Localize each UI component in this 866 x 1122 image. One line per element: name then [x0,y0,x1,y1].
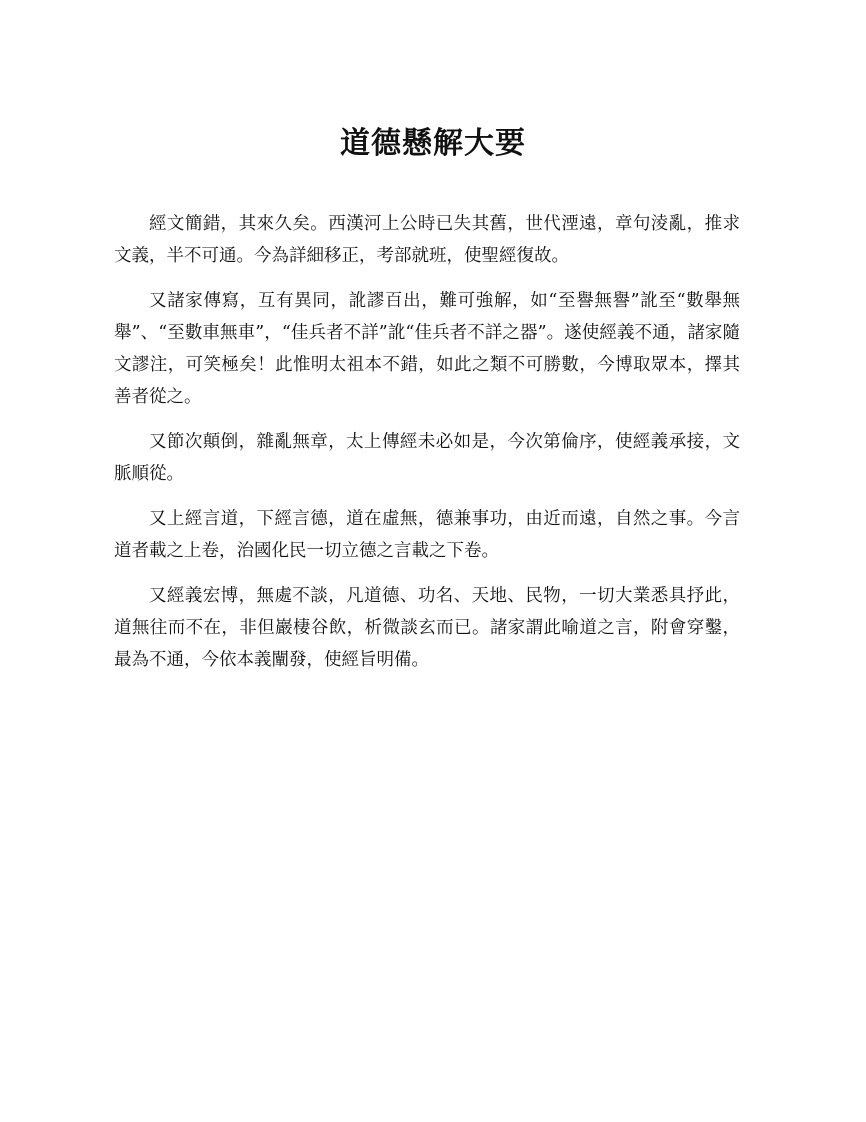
page-title: 道德懸解大要 [340,126,526,161]
document-body [114,208,740,689]
paragraph-4: 又上經言道，下經言德，道在虛無，德兼事功，由近而遠，自然之事。今言道者載之上卷，治國化民一切立德之言載之下卷。 [114,509,740,561]
paragraph-1: 經文簡錯，其來久矣。西漢河上公時已失其舊，世代湮遠，章句淩亂，推求文義，半不可通。今為詳細移正，考部就班，使聖經復故。 [114,214,740,266]
paragraph-2: 又諸家傳寫，互有異同，訛謬百出，難可強解，如“至譽無譽”訛至“數舉無舉”、“至數車無車”，“佳兵者不詳”訛“佳兵者不詳之器”。遂使經義不通，諸家隨文謬注，可笑極矣！此惟明太祖本不錯，如此之類不可勝數，今博取眾本，擇其善者從之。 [114,291,740,407]
paragraph-5: 又經義宏博，無處不談，凡道德、功名、天地、民物，一切大業悉具抒此，道無往而不在，非但巖棲谷飲，析微談玄而已。諸家謂此喻道之言，附會穿鑿，最為不通，今依本義闡發，使經旨明備。 [114,586,740,670]
paragraph-3: 又節次顛倒，雜亂無章，太上傳經未必如是，今次第倫序，使經義承接，文脈順從。 [114,432,740,484]
